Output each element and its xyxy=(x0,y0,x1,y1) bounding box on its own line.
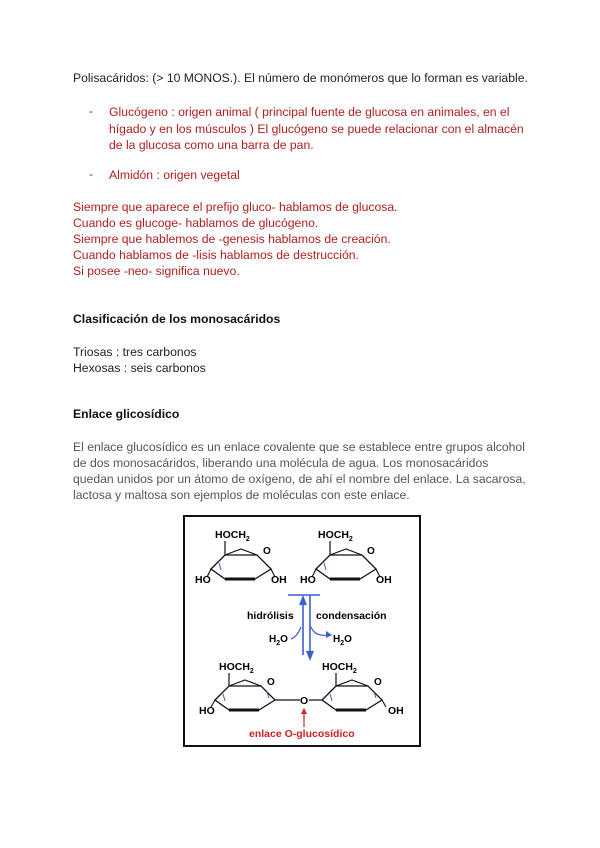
oh-label: OH xyxy=(388,705,404,717)
hydrolysis-label: hidrólisis xyxy=(247,610,294,622)
ho-label: HO xyxy=(300,574,316,586)
intro-text: Polisacáridos: (> 10 MONOS.). El número de monómeros que lo forman es variable. xyxy=(73,71,528,85)
note-line: Cuando hablamos de -lisis hablamos de destrucción. xyxy=(73,248,359,262)
note-line: Siempre que aparece el prefijo gluco- hablamos de glucosa. xyxy=(73,200,398,214)
bridge-oxygen: O xyxy=(300,695,309,707)
oh-label: OH xyxy=(376,574,392,586)
ring-oxygen: O xyxy=(263,546,271,557)
paragraph-line: quedan unidos por un átomo de oxígeno, de ahí el nombre del enlace. La sacarosa, xyxy=(73,472,526,486)
bond-paragraph xyxy=(73,439,526,503)
bullet-marker: - xyxy=(89,104,94,118)
ring-oxygen: O xyxy=(367,546,375,557)
note-line: Siempre que hablemos de -genesis hablamos de creación. xyxy=(73,232,391,246)
bullet-line: de la glucosa como una barra de pan. xyxy=(109,138,314,152)
water-left: $H_2O$ xyxy=(269,634,288,647)
glycosidic-link-label: enlace O-glucosídico xyxy=(249,728,355,740)
glycosidic-bond-figure xyxy=(183,515,421,747)
classification-item: Hexosas : seis carbonos xyxy=(73,361,206,375)
hoch2-label: $HOCH_2$ xyxy=(219,661,254,675)
hoch2-label: $HOCH_2$ xyxy=(318,529,353,543)
classification-item: Triosas : tres carbonos xyxy=(73,345,197,359)
paragraph-line: lactosa y maltosa son ejemplos de moléculas con este enlace. xyxy=(73,488,410,502)
condensation-label: condensación xyxy=(316,610,387,622)
note-line: Si posee -neo- significa nuevo. xyxy=(73,264,240,278)
water-right: $H_2O$ xyxy=(333,634,352,647)
classification-list xyxy=(73,344,206,376)
ring-oxygen: O xyxy=(374,677,382,688)
ho-label: HO xyxy=(195,574,211,586)
note-line: Cuando es glucoge- hablamos de glucógeno. xyxy=(73,216,319,230)
bullet-marker: - xyxy=(89,167,94,181)
hoch2-label: $HOCH_2$ xyxy=(215,529,250,543)
bullet-line: Glucógeno : origen animal ( principal fuente de glucosa en animales, en el xyxy=(109,105,510,119)
bond-heading: Enlace glicosídico xyxy=(73,407,180,421)
ring-oxygen: O xyxy=(267,677,275,688)
bullet-line: hígado y en los músculos ) El glucógeno se puede relacionar con el almacén xyxy=(109,121,524,136)
paragraph-line: de dos monosacáridos, liberando una molécula de agua. Los monosacáridos xyxy=(73,456,489,470)
ho-label: HO xyxy=(199,705,215,717)
bullet-line: Almidón : origen vegetal xyxy=(109,168,240,182)
hoch2-label: $HOCH_2$ xyxy=(322,661,357,675)
prefix-notes xyxy=(73,199,398,279)
classification-heading: Clasificación de los monosacáridos xyxy=(73,312,281,326)
oh-label: OH xyxy=(271,574,287,586)
figure-frame xyxy=(184,516,420,746)
paragraph-line: El enlace glucosídico es un enlace covalente que se establece entre grupos alcohol xyxy=(73,440,525,454)
